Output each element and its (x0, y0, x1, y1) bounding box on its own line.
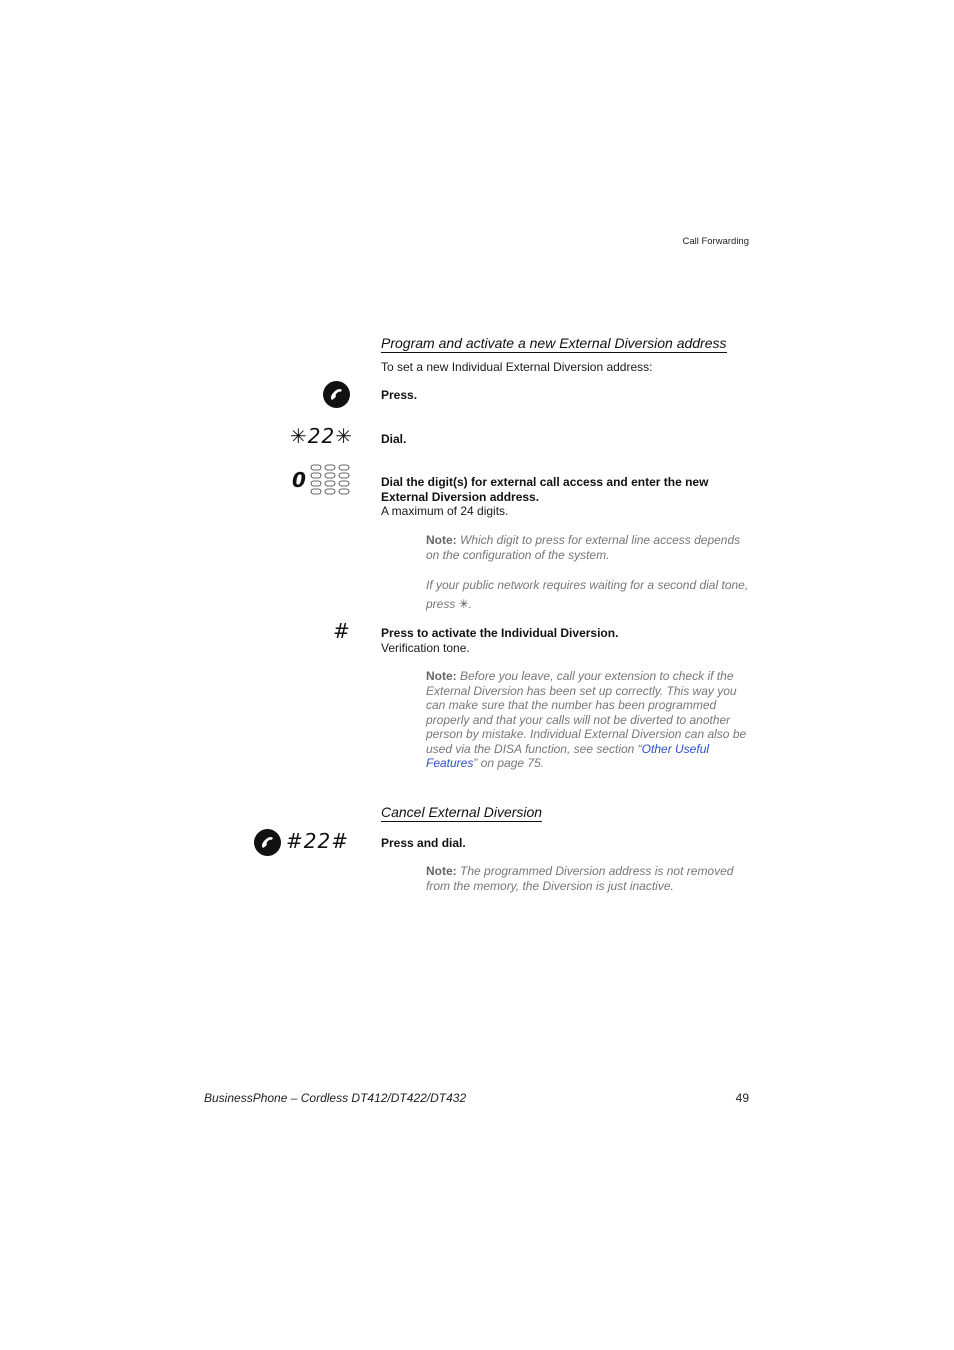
intro-text: To set a new Individual External Diversion address: (381, 360, 653, 374)
note-label: Note: (426, 669, 457, 683)
dial-code-star22star: ✳22✳ (290, 424, 353, 448)
phone-handset-icon (323, 381, 350, 408)
step-dial: Dial. (381, 432, 407, 446)
running-header: Call Forwarding (682, 236, 749, 247)
step-digits (381, 475, 751, 519)
dial-code-hash22hash: #22# (286, 829, 349, 853)
note-text: The programmed Diversion address is not removed from the memory, the Diversion is just inactive. (426, 864, 734, 893)
link-other-useful-features[interactable]: Other Useful Features (426, 741, 710, 770)
note-end: . (468, 597, 473, 611)
note-cancel (426, 864, 750, 893)
note-label: Note: (426, 864, 457, 878)
note-verify (426, 669, 750, 771)
note-external-access (426, 533, 750, 562)
note-text: Which digit to press for external line access depends on the configuration of the system. (426, 533, 741, 562)
note-second-dial-tone (426, 576, 750, 614)
digit-zero: 0 (292, 468, 307, 492)
note-end: ” on page 75. (473, 756, 545, 770)
step-press: Press. (381, 388, 418, 402)
step-activate-sub: Verification tone. (381, 640, 470, 655)
step-digits-sub: A maximum of 24 digits. (381, 504, 509, 518)
hash-key-symbol: # (333, 619, 351, 643)
step-press-and-dial: Press and dial. (381, 836, 466, 850)
section-title-program: Program and activate a new External Diversion address (381, 335, 727, 351)
star-key-symbol: ✳ (458, 597, 469, 611)
footer-product: BusinessPhone – Cordless DT412/DT422/DT432 (204, 1091, 467, 1105)
phone-handset-icon (254, 829, 281, 856)
step-activate (381, 626, 751, 655)
note-label: Note: (426, 533, 457, 547)
note-text: Before you leave, call your extension to check if the External Diversion has been set up correctly. This way you can make sure that the number has been programmed properly and that your calls will not be diverted to another person by mistake. Individual External Diversion can also be used via the DISA function, see section “ (426, 669, 747, 756)
step-digits-instruction: Dial the digit(s) for external call access and enter the new External Diversion address. (381, 475, 709, 504)
step-activate-instruction: Press to activate the Individual Diversion. (381, 626, 619, 640)
keypad-icon (310, 464, 351, 502)
section-title-cancel: Cancel External Diversion (381, 804, 543, 820)
page-number: 49 (735, 1091, 749, 1105)
note-text: If your public network requires waiting for a second dial tone, press (426, 578, 749, 611)
